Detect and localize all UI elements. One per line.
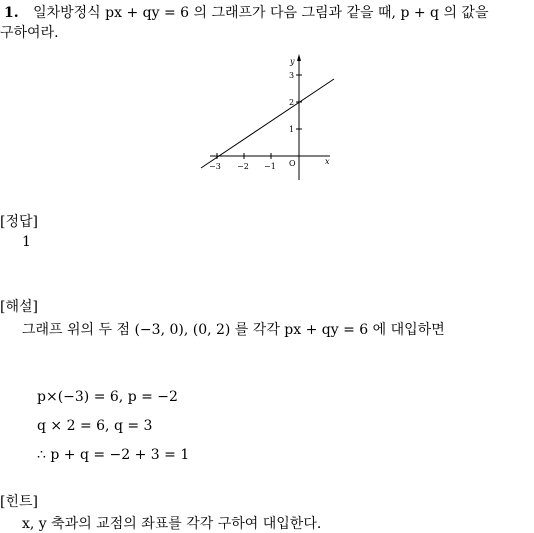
- x-tick-label: −2: [237, 162, 249, 171]
- hint-label: [힌트]: [0, 494, 38, 510]
- hint-text: x, y 축과의 교점의 좌표를 각각 구하여 대입한다.: [22, 516, 322, 532]
- y-tick-label: 1: [289, 125, 295, 134]
- question-line-2: 구하여라.: [0, 25, 59, 41]
- answer-label: [정답]: [0, 214, 38, 230]
- explanation-intro: 그래프 위의 두 점 (−3, 0), (0, 2) 를 각각 px + qy = 6 에 대입하면: [22, 322, 445, 338]
- question-text-1: 일차방정식 px + qy = 6 의 그래프가 다음 그림과 같을 때, p + q 의 값을: [33, 5, 489, 21]
- answer-value: 1: [22, 234, 31, 250]
- explanation-label: [해설]: [0, 299, 38, 315]
- explanation-line: p×(−3) = 6, p = −2: [37, 389, 178, 405]
- y-axis-label: y: [290, 57, 295, 66]
- explanation-line: ∴ p + q = −2 + 3 = 1: [37, 447, 190, 463]
- x-axis-label: x: [325, 157, 330, 166]
- y-tick-label: 3: [289, 71, 295, 80]
- line-graph: [198, 52, 338, 184]
- x-tick-label: −3: [209, 162, 221, 171]
- origin-label: O: [289, 159, 296, 168]
- question-number: 1.: [4, 5, 19, 21]
- question-line-1: [4, 2, 489, 22]
- explanation-line: q × 2 = 6, q = 3: [37, 418, 153, 434]
- graph-line: [201, 79, 334, 168]
- y-axis-arrow: [297, 54, 301, 61]
- y-tick-label: 2: [289, 98, 295, 107]
- x-tick-label: −1: [264, 162, 276, 171]
